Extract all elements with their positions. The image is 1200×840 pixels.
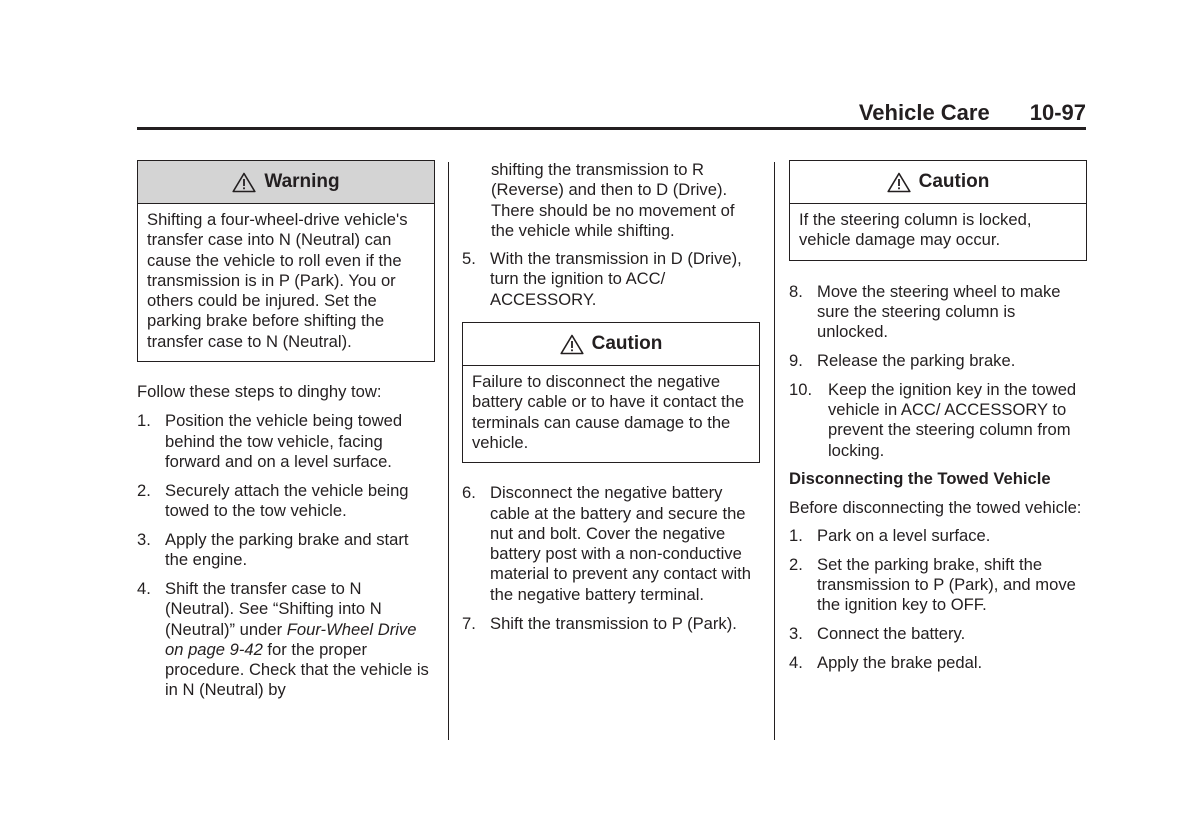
list-item: 3. Connect the battery.: [789, 624, 966, 644]
list-item: 9. Release the parking brake.: [789, 350, 1016, 370]
list-item: 7. Shift the transmission to P (Park).: [462, 613, 737, 633]
page-header: [137, 100, 1086, 128]
column-3: [789, 160, 1087, 682]
warning-triangle-icon: [887, 172, 911, 193]
caution-header: [463, 323, 759, 366]
list-item: 2. Securely attach the vehicle being towed to the tow vehicle.: [137, 480, 409, 521]
warning-title: Warning: [264, 170, 340, 192]
warning-header: [138, 161, 434, 204]
column-divider: [448, 162, 449, 740]
continued-text: shifting the transmission to R (Reverse) and then to D (Drive). There should be no movement of the vehicle while shifting.: [491, 160, 735, 240]
column-divider: [774, 162, 775, 740]
caution-header: [790, 161, 1086, 204]
section-subheading: Disconnecting the Towed Vehicle: [789, 469, 1051, 489]
warning-box: [137, 160, 435, 362]
list-item: 1. Park on a level surface.: [789, 526, 991, 546]
list-item: 4. Shift the transfer case to N (Neutral). See “Shifting into N (Neutral)” under Four-Wheel Drive on page 9-42 for the proper procedure. Check that the vehicle is in N (Neutral) by: [137, 578, 429, 700]
list-item: 10. Keep the ignition key in the towed vehicle in ACC/ ACCESSORY to prevent the steering column from locking.: [789, 379, 1077, 460]
caution-text: Failure to disconnect the negative battery cable or to have it contact the terminals can cause damage to the vehicle.: [472, 372, 745, 452]
list-item: 8. Move the steering wheel to make sure the steering column is unlocked.: [789, 281, 1061, 342]
caution-title: Caution: [591, 332, 663, 354]
list-item: 2. Set the parking brake, shift the transmission to P (Park), and move the ignition key to OFF.: [789, 554, 1076, 615]
cross-reference-link[interactable]: Four-Wheel Drive on page 9-42: [165, 619, 417, 659]
warning-triangle-icon: [232, 172, 256, 193]
intro-text: Follow these steps to dinghy tow:: [137, 382, 382, 402]
warning-text: Shifting a four-wheel-drive vehicle's transfer case into N (Neutral) can cause the vehicle to roll even if the transmission is in P (Park). You or others could be injured. Set the parking brake before shifting the transfer case to N (Neutral).: [147, 210, 408, 351]
warning-triangle-icon: [560, 334, 584, 355]
tow-steps-list: [789, 282, 1087, 461]
header-rule: [137, 127, 1086, 130]
caution-box: [462, 322, 760, 463]
list-item: 6. Disconnect the negative battery cable at the battery and secure the nut and bolt. Cover the negative battery post with a non-conductive material to prevent any contact with the negative battery terminal.: [462, 483, 752, 604]
tow-steps-list: [462, 483, 760, 634]
intro-text: Before disconnecting the towed vehicle:: [789, 497, 1082, 517]
column-1: [137, 160, 435, 709]
caution-title: Caution: [918, 170, 990, 192]
caution-box: [789, 160, 1087, 261]
section-title: Vehicle Care: [858, 100, 990, 125]
page-number: 10-97: [1029, 100, 1086, 125]
column-2: [462, 160, 760, 642]
list-item: 1. Position the vehicle being towed behind the tow vehicle, facing forward and on a level surface.: [137, 411, 403, 471]
disconnect-steps-list: [789, 526, 1087, 673]
caution-text: If the steering column is locked, vehicle damage may occur.: [799, 210, 1032, 250]
list-item: 5. With the transmission in D (Drive), turn the ignition to ACC/ ACCESSORY.: [462, 249, 742, 309]
tow-steps-list: [137, 411, 435, 700]
tow-steps-list: [462, 249, 760, 310]
list-item: 3. Apply the parking brake and start the engine.: [137, 529, 409, 570]
list-item: 4. Apply the brake pedal.: [789, 653, 983, 673]
